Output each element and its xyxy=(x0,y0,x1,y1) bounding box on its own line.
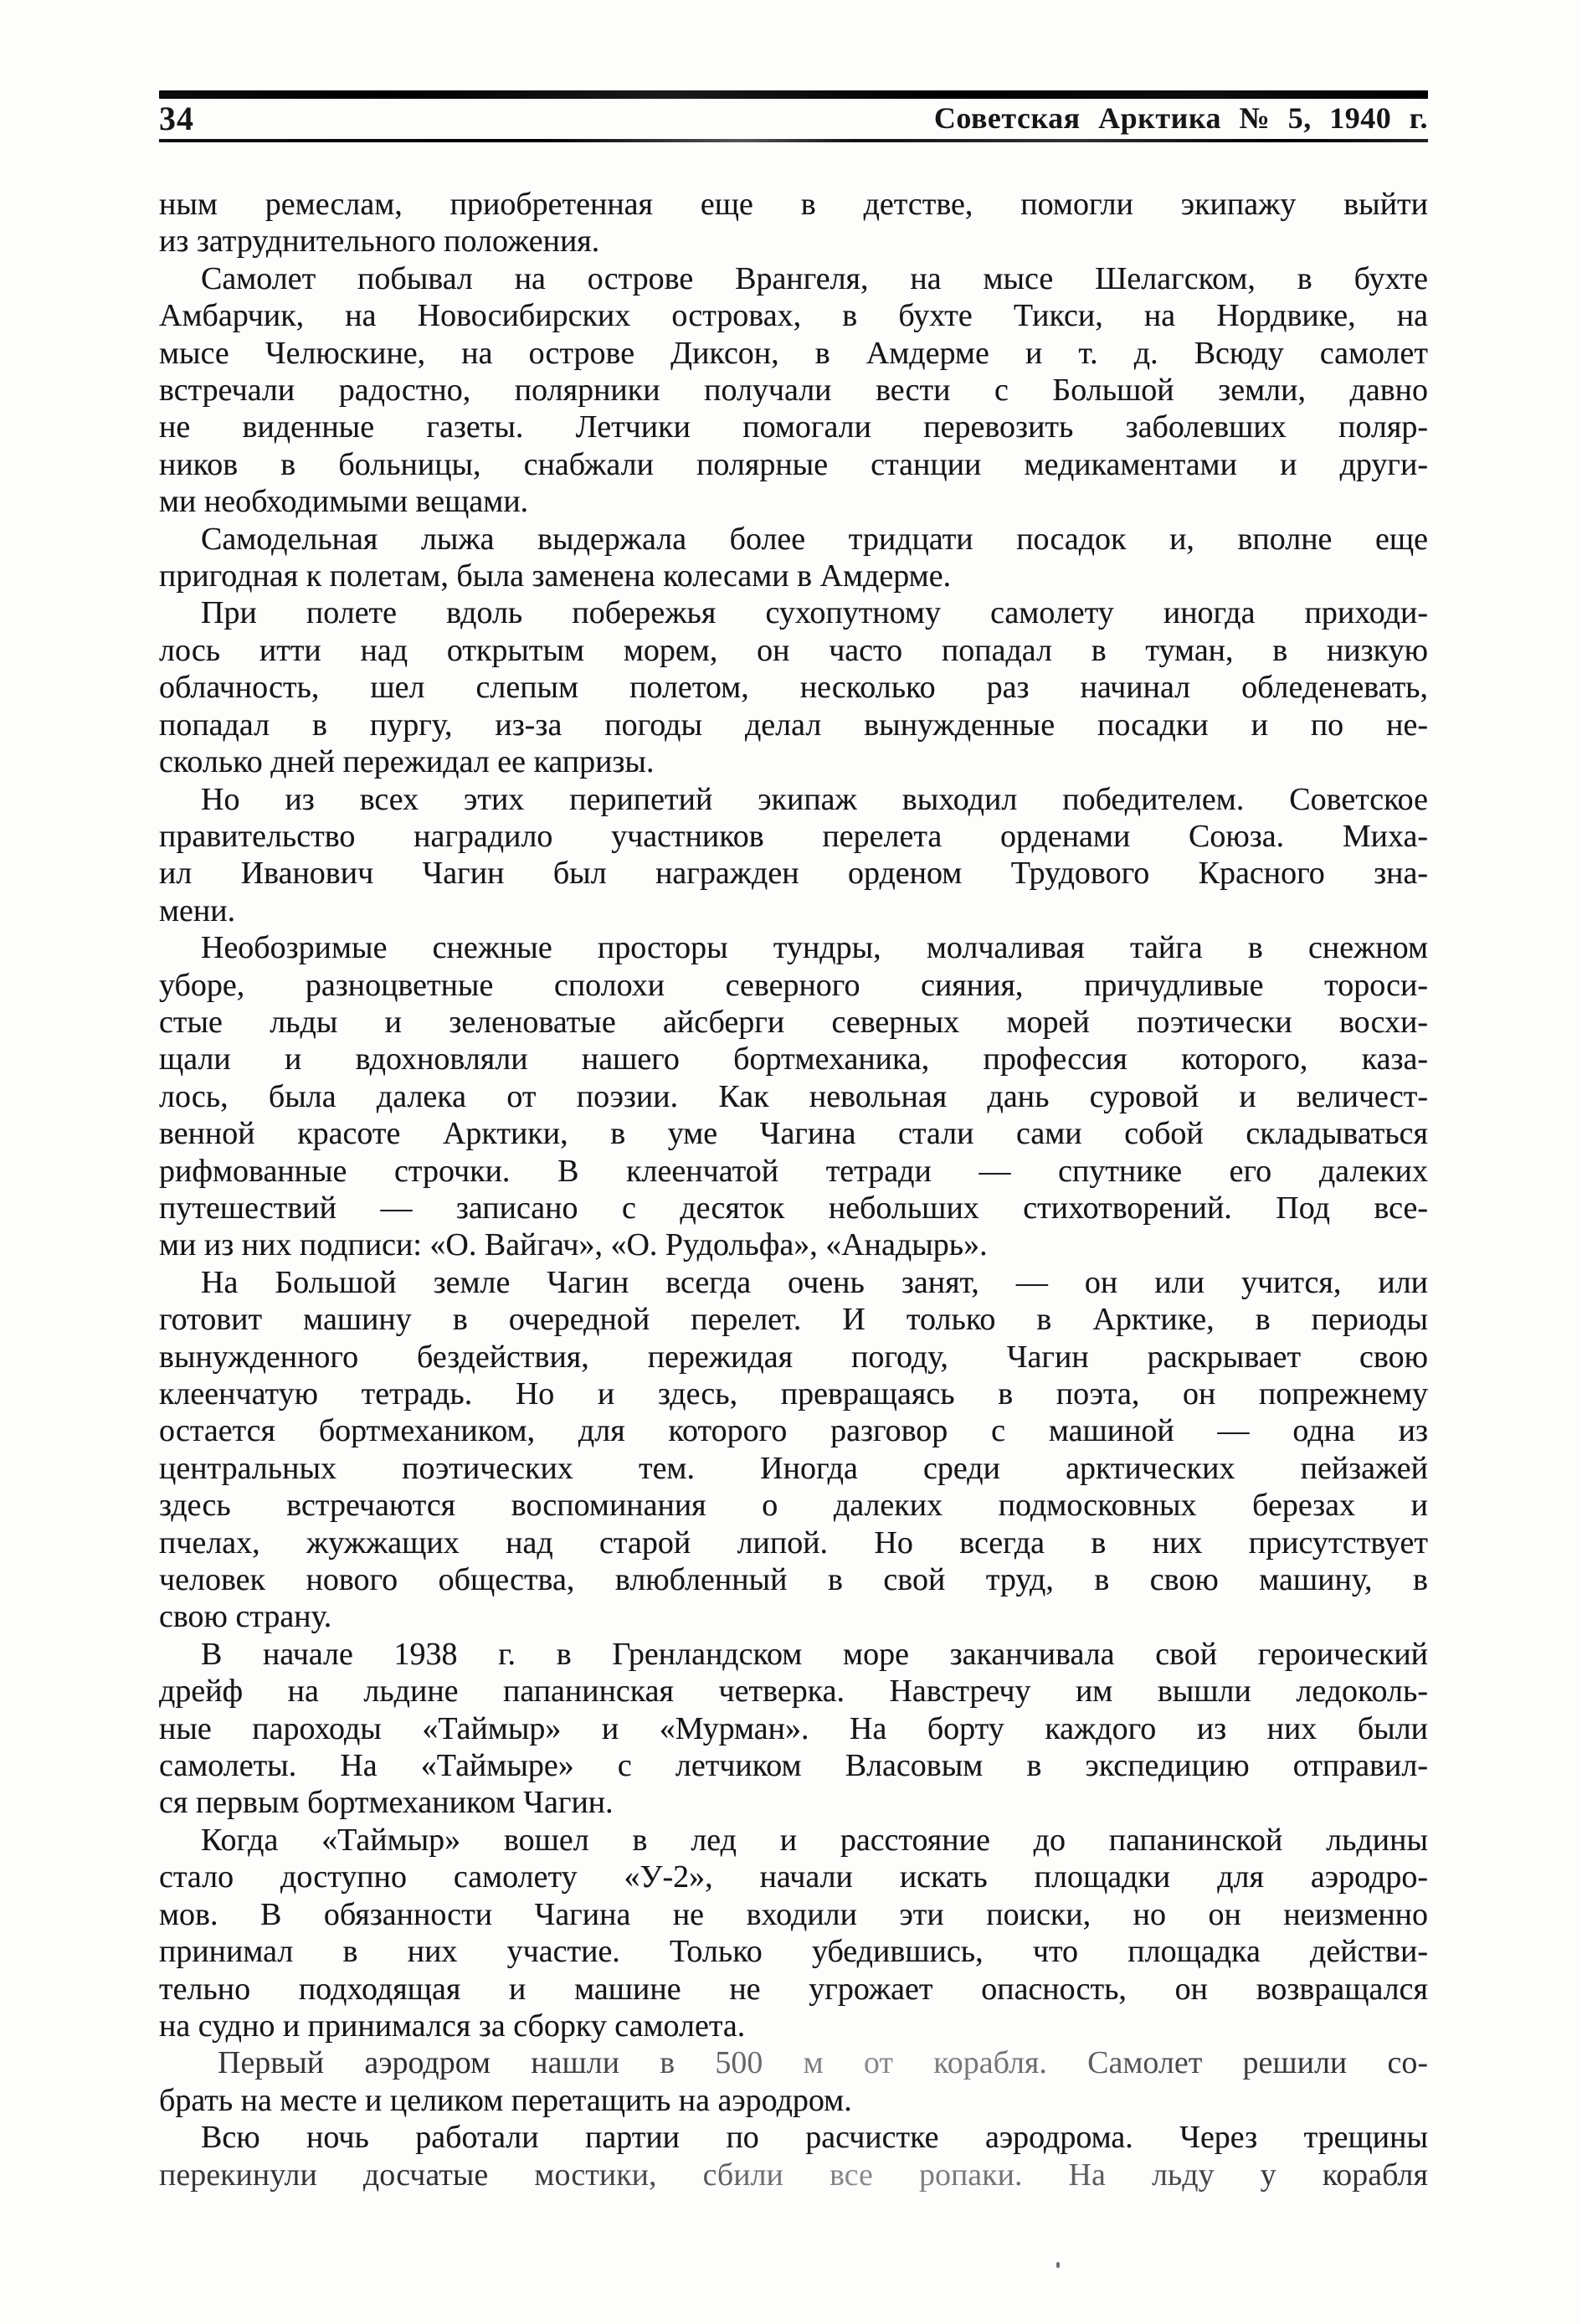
text-line: Самодельная лыжа выдержала более тридцати посадок и, вполне еще xyxy=(201,521,1428,557)
header-bottom-rule xyxy=(159,139,1428,142)
paragraph xyxy=(159,1264,1428,1636)
paragraph xyxy=(159,186,1428,260)
text-line: готовит машину в очередной перелет. И только в Арктике, в периоды xyxy=(159,1302,1428,1338)
text-line: ми необходимыми вещами. xyxy=(159,484,529,520)
text-line: остается бортмехаником, для которого разговор с машиной — одна из xyxy=(159,1413,1428,1449)
text-line: здесь встречаются воспоминания о далеких подмосковных березах и xyxy=(159,1488,1428,1524)
text-line: Когда «Таймыр» вошел в лед и расстояние до папанинской льдины xyxy=(201,1822,1428,1858)
text-line: стало доступно самолету «У-2», начали искать площадки для аэродро- xyxy=(159,1859,1428,1895)
text-line: центральных поэтических тем. Иногда среди арктических пейзажей xyxy=(159,1450,1428,1486)
text-line: ся первым бортмехаником Чагин. xyxy=(159,1785,614,1821)
text-line: Первый аэродром нашли в 500 м от корабля. Самолет решили со- xyxy=(159,2044,1428,2081)
text-line: путешествий — записано с десяток небольших стихотворений. Под все- xyxy=(159,1190,1428,1226)
text-line: свою страну. xyxy=(159,1599,332,1635)
text-line: клеенчатую тетрадь. Но и здесь, превращаясь в поэта, он попрежнему xyxy=(159,1376,1428,1411)
scan-speck xyxy=(1056,2262,1060,2268)
text-line: попадал в пургу, из-за погоды делал вынужденные посадки и по не- xyxy=(159,707,1428,743)
text-line: брать на месте и целиком перетащить на аэродром. xyxy=(159,2082,852,2118)
text-line: облачность, шел слепым полетом, несколько раз начинал обледеневать, xyxy=(159,670,1428,706)
text-line: ми из них подписи: «О. Вайгач», «О. Рудольфа», «Анадырь». xyxy=(159,1227,988,1263)
text-line: ников в больницы, снабжали полярные станции медикаментами и други- xyxy=(159,446,1428,482)
paragraph xyxy=(159,594,1428,780)
text-line: лось итти над открытым морем, он часто попадал в туман, в низкую xyxy=(159,632,1428,668)
paragraph xyxy=(159,260,1428,521)
page-number: 34 xyxy=(159,99,194,137)
text-line: вынужденного бездействия, пережидая погоду, Чагин раскрывает свою xyxy=(159,1339,1428,1375)
text-line: самолеты. На «Таймыре» с летчиком Власовым в экспедицию отправил- xyxy=(159,1748,1428,1784)
text-line: мысе Челюскине, на острове Диксон, в Амдерме и т. д. Всюду самолет xyxy=(159,335,1428,371)
text-line: человек нового общества, влюбленный в свой труд, в свою машину, в xyxy=(159,1562,1428,1598)
page-header xyxy=(159,99,1428,137)
text-line: щали и вдохновляли нашего бортмеханика, профессия которого, каза- xyxy=(159,1041,1428,1077)
text-line: пчелах, жужжащих над старой липой. Но всегда в них присутствует xyxy=(159,1524,1428,1560)
text-line: пригодная к полетам, была заменена колесами в Амдерме. xyxy=(159,558,952,594)
paragraph xyxy=(159,1636,1428,1822)
paragraph xyxy=(159,2119,1428,2193)
article-body xyxy=(159,186,1428,2193)
text-line: ил Иванович Чагин был награжден орденом Трудового Красного зна- xyxy=(159,856,1428,892)
text-line: перекинули досчатые мостики, сбили все ропаки. На льду у корабля xyxy=(159,2157,1428,2193)
text-line: Необозримые снежные просторы тундры, молчаливая тайга в снежном xyxy=(201,930,1428,966)
text-line: сколько дней пережидал ее капризы. xyxy=(159,744,655,780)
text-line: мов. В обязанности Чагина не входили эти поиски, но он неизменно xyxy=(159,1896,1428,1932)
text-line: ным ремеслам, приобретенная еще в детстве, помогли экипажу выйти xyxy=(159,187,1428,222)
text-line: Самолет побывал на острове Врангеля, на мысе Шелагском, в бухте xyxy=(201,260,1428,296)
text-line: При полете вдоль побережья сухопутному самолету иногда приходи- xyxy=(201,595,1428,631)
text-line: мени. xyxy=(159,892,236,928)
text-line: В начале 1938 г. в Гренландском море заканчивала свой героический xyxy=(201,1636,1428,1672)
paragraph xyxy=(159,781,1428,930)
text-line: принимал в них участие. Только убедившись, что площадка действи- xyxy=(159,1934,1428,1970)
text-line: встречали радостно, полярники получали вести с Большой земли, давно xyxy=(159,373,1428,409)
text-line: Всю ночь работали партии по расчистке аэродрома. Через трещины xyxy=(201,2120,1428,2156)
text-line: рифмованные строчки. В клеенчатой тетради — спутнике его далеких xyxy=(159,1153,1428,1189)
text-line: На Большой земле Чагин всегда очень занят, — он или учится, или xyxy=(201,1264,1428,1300)
text-line: не виденные газеты. Летчики помогали перевозить заболевших поляр- xyxy=(159,409,1428,445)
text-line: венной красоте Арктики, в уме Чагина стали сами собой складываться xyxy=(159,1116,1428,1152)
journal-title: Советская Арктика № 5, 1940 г. xyxy=(933,101,1428,135)
text-line: тельно подходящая и машине не угрожает опасность, он возвращался xyxy=(159,1971,1428,2007)
paragraph xyxy=(159,2044,1428,2119)
text-line: из затруднительного положения. xyxy=(159,224,600,260)
text-line: Амбарчик, на Новосибирских островах, в бухте Тикси, на Нордвике, на xyxy=(159,298,1428,334)
header-top-rule xyxy=(159,90,1428,99)
text-line: уборе, разноцветные сполохи северного сияния, причудливые тороси- xyxy=(159,967,1428,1003)
text-line: дрейф на льдине папанинская четверка. Навстречу им вышли ледоколь- xyxy=(159,1674,1428,1710)
text-line: Но из всех этих перипетий экипаж выходил победителем. Советское xyxy=(201,781,1428,817)
paragraph xyxy=(159,521,1428,595)
text-line: ные пароходы «Таймыр» и «Мурман». На борту каждого из них были xyxy=(159,1710,1428,1746)
paragraph xyxy=(159,929,1428,1264)
text-line: лось, была далека от поэзии. Как невольная дань суровой и величест- xyxy=(159,1078,1428,1114)
text-line: на судно и принимался за сборку самолета. xyxy=(159,2008,746,2044)
paragraph xyxy=(159,1822,1428,2044)
text-line: правительство наградило участников перелета орденами Союза. Миха- xyxy=(159,818,1428,854)
text-line: стые льды и зеленоватые айсберги северных морей поэтически восхи- xyxy=(159,1004,1428,1040)
